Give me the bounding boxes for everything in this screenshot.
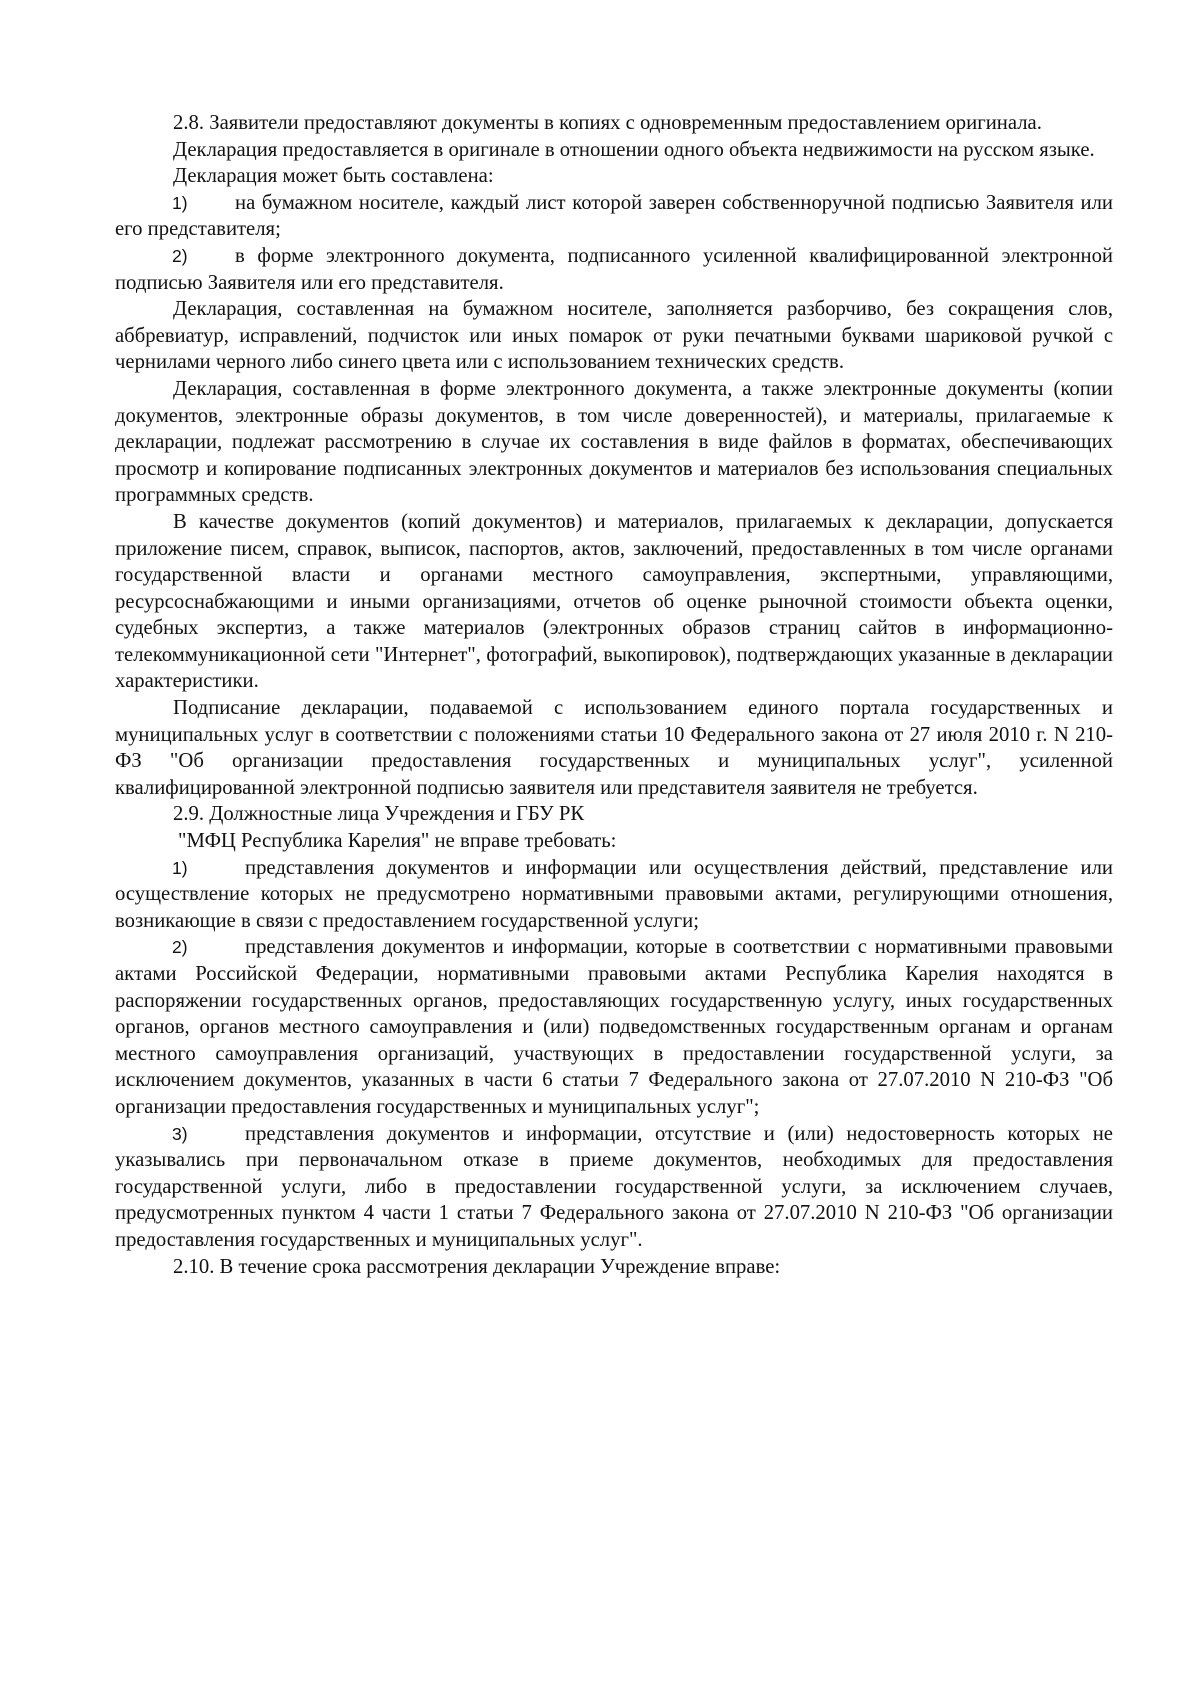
list-item-number: 2) xyxy=(172,937,188,958)
paragraph-attachments: В качестве документов (копий документов) и материалов, прилагаемых к декларации, допускается приложение писем, справок, выписок, паспортов, актов, заключений, предоставленных в том числе органами государственной власти и органами местного самоуправления, экспертными, управляющими, ресурсоснабжающими и иными организациями, отчетов об оценке рыночной стоимости объекта оценки, судебных экспертиз, а также материалов (электронных образов страниц сайтов в информационно-телекоммуникационной сети "Интернет", фотографий, выкопировок), подтверждающих указанные в декларации характеристики. xyxy=(115,510,1113,693)
list-item-number: 1) xyxy=(172,857,188,878)
paragraph-electronic-files: Декларация, составленная в форме электронного документа, а также электронные документы (копии документов, электронные образы документов, в том числе доверенностей), и материалы, прилагаемые к декларации, подлежат рассмотрению в случае их составления в виде файлов в форматах, обеспечивающих просмотр и копирование подписанных электронных документов и материалов без использования специальных программных средств. xyxy=(115,377,1113,507)
list-item-text: представления документов и информации, которые в соответствии с нормативными правовыми актами Российской Федерации, нормативными правовыми актами Республика Карелия находятся в распоряжении государственных органов, предоставляющих государственную услугу, иных государственных органов, органов местного самоуправления и (или) подведомственных государственным органам и органам местного самоуправления организаций, участвующих в предоставлении государственной услуги, за исключением документов, указанных в части 6 статьи 7 Федерального закона от 27.07.2010 N 210-ФЗ "Об организации предоставления государственных и муниципальных услуг"; xyxy=(115,936,1113,1118)
list-item-text: представления документов и информации или осуществления действий, представление или осуществление которых не предусмотрено нормативными правовыми актами, регулирующими отношения, возникающие в связи с предоставлением государственной услуги; xyxy=(115,856,1113,932)
list-item-ban-2 xyxy=(115,934,1113,1120)
list-item-text: на бумажном носителе, каждый лист которой заверен собственноручной подписью Заявителя или его представителя; xyxy=(115,191,1113,241)
list-item-ban-1 xyxy=(115,855,1113,935)
paragraph-signing: Подписание декларации, подаваемой с использованием единого портала государственных и муниципальных услуг в соответствии с положениями статьи 10 Федерального закона от 27 июля 2010 г. N 210-ФЗ "Об организации предоставления государственных и муниципальных услуг", усиленной квалифицированной электронной подписью заявителя или представителя заявителя не требуется. xyxy=(115,697,1113,799)
list-item-ban-3 xyxy=(115,1121,1113,1254)
list-item-paper xyxy=(115,190,1113,243)
list-item-number: 1) xyxy=(172,192,188,213)
paragraph-2-10: 2.10. В течение срока рассмотрения декларации Учреждение вправе: xyxy=(173,1255,781,1278)
list-item-number: 2) xyxy=(172,245,188,266)
paragraph-paper-fill: Декларация, составленная на бумажном носителе, заполняется разборчиво, без сокращения слов, аббревиатур, исправлений, подчисток или иных помарок от руки печатными буквами шариковой ручкой с чернилами черного либо синего цвета или с использованием технических средств. xyxy=(115,298,1113,374)
paragraph-declaration-form-intro: Декларация может быть составлена: xyxy=(173,165,494,188)
paragraph-2-9-continuation: "МФЦ Республика Карелия" не вправе требовать: xyxy=(178,830,617,853)
list-item-text: представления документов и информации, отсутствие и (или) недостоверность которых не указывались при первоначальном отказе в приеме документов, необходимых для предоставления государственной услуги, либо в предоставлении государственной услуги, за исключением случаев, предусмотренных пунктом 4 части 1 статьи 7 Федерального закона от 27.07.2010 N 210-ФЗ "Об организации предоставления государственных и муниципальных услуг". xyxy=(115,1122,1113,1251)
list-item-electronic xyxy=(115,243,1113,296)
paragraph-2-8: 2.8. Заявители предоставляют документы в копиях с одновременным предоставлением оригинала. xyxy=(173,112,1042,134)
paragraph-declaration-original: Декларация предоставляется в оригинале в отношении одного объекта недвижимости на русском языке. xyxy=(173,138,1095,161)
document-page xyxy=(115,110,1113,1280)
list-item-number: 3) xyxy=(172,1123,188,1144)
paragraph-2-9: 2.9. Должностные лица Учреждения и ГБУ РК xyxy=(173,803,585,826)
list-item-text: в форме электронного документа, подписанного усиленной квалифицированной электронной подписью Заявителя или его представителя. xyxy=(115,244,1113,294)
